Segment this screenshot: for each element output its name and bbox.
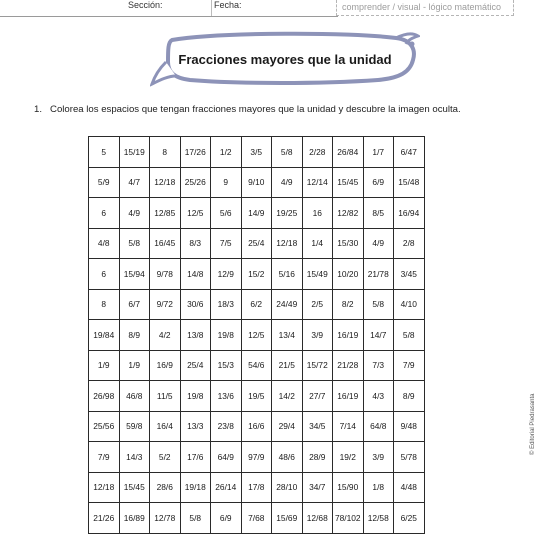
grid-cell[interactable]: 16 (302, 198, 333, 229)
grid-cell[interactable]: 7/9 (89, 442, 120, 473)
grid-cell[interactable]: 14/8 (180, 259, 211, 290)
grid-cell[interactable]: 14/7 (363, 320, 394, 351)
grid-cell[interactable]: 6/47 (394, 137, 425, 168)
grid-cell[interactable]: 28/9 (302, 442, 333, 473)
grid-cell[interactable]: 4/9 (272, 167, 303, 198)
grid-cell[interactable]: 19/8 (180, 381, 211, 412)
grid-cell[interactable]: 46/8 (119, 381, 150, 412)
grid-cell[interactable]: 1/9 (89, 350, 120, 381)
grid-cell[interactable]: 16/94 (394, 198, 425, 229)
grid-cell[interactable]: 12/5 (241, 320, 272, 351)
grid-cell[interactable]: 18/3 (211, 289, 242, 320)
grid-cell[interactable]: 23/8 (211, 411, 242, 442)
grid-cell[interactable]: 26/14 (211, 472, 242, 503)
grid-row (89, 442, 425, 473)
grid-row (89, 472, 425, 503)
grid-cell[interactable]: 12/82 (333, 198, 364, 229)
grid-cell[interactable]: 17/26 (180, 137, 211, 168)
grid-cell[interactable]: 15/19 (119, 137, 150, 168)
grid-cell[interactable]: 8/9 (394, 381, 425, 412)
grid-cell[interactable]: 12/5 (180, 198, 211, 229)
grid-cell[interactable]: 9/72 (150, 289, 181, 320)
grid-cell[interactable]: 19/5 (241, 381, 272, 412)
grid-cell[interactable]: 4/10 (394, 289, 425, 320)
grid-cell[interactable]: 3/9 (363, 442, 394, 473)
grid-cell[interactable]: 6 (89, 259, 120, 290)
grid-cell[interactable]: 6/2 (241, 289, 272, 320)
grid-cell[interactable]: 17/6 (180, 442, 211, 473)
grid-cell[interactable]: 11/5 (150, 381, 181, 412)
grid-cell[interactable]: 21/26 (89, 503, 120, 534)
grid-cell[interactable]: 13/4 (272, 320, 303, 351)
grid-cell[interactable]: 7/14 (333, 411, 364, 442)
fraction-grid (88, 136, 425, 534)
grid-cell[interactable]: 5/9 (89, 167, 120, 198)
skills-text: comprender / visual - lógico matemático (342, 2, 502, 12)
grid-cell[interactable]: 6/9 (211, 503, 242, 534)
seccion-label: Sección: (128, 0, 163, 10)
grid-cell[interactable]: 1/7 (363, 137, 394, 168)
grid-cell[interactable]: 1/2 (211, 137, 242, 168)
grid-cell[interactable]: 21/78 (363, 259, 394, 290)
grid-cell[interactable]: 34/5 (302, 411, 333, 442)
grid-cell[interactable]: 15/30 (333, 228, 364, 259)
grid-cell[interactable]: 15/45 (119, 472, 150, 503)
grid-cell[interactable]: 16/19 (333, 381, 364, 412)
grid-cell[interactable]: 15/90 (333, 472, 364, 503)
grid-cell[interactable]: 4/8 (89, 228, 120, 259)
grid-row (89, 228, 425, 259)
title-banner (150, 28, 420, 90)
grid-cell[interactable]: 25/56 (89, 411, 120, 442)
grid-cell[interactable]: 8/5 (363, 198, 394, 229)
grid-row (89, 350, 425, 381)
grid-cell[interactable]: 12/14 (302, 167, 333, 198)
grid-cell[interactable]: 19/2 (333, 442, 364, 473)
grid-cell[interactable]: 12/78 (150, 503, 181, 534)
grid-cell[interactable]: 3/9 (302, 320, 333, 351)
grid-cell[interactable]: 9/10 (241, 167, 272, 198)
grid-cell[interactable]: 15/72 (302, 350, 333, 381)
grid-cell[interactable]: 9/48 (394, 411, 425, 442)
fecha-label: Fecha: (214, 0, 242, 10)
grid-cell[interactable]: 5/8 (180, 503, 211, 534)
grid-cell[interactable]: 16/6 (241, 411, 272, 442)
grid-cell[interactable]: 14/2 (272, 381, 303, 412)
grid-cell[interactable]: 21/5 (272, 350, 303, 381)
grid-cell[interactable]: 8/3 (180, 228, 211, 259)
grid-cell[interactable]: 34/7 (302, 472, 333, 503)
grid-cell[interactable]: 64/9 (211, 442, 242, 473)
grid-cell[interactable]: 15/3 (211, 350, 242, 381)
grid-cell[interactable]: 19/84 (89, 320, 120, 351)
grid-row (89, 289, 425, 320)
grid-cell[interactable]: 9 (211, 167, 242, 198)
grid-cell[interactable]: 7/68 (241, 503, 272, 534)
grid-cell[interactable]: 15/49 (302, 259, 333, 290)
grid-cell[interactable]: 16/19 (333, 320, 364, 351)
grid-cell[interactable]: 78/102 (333, 503, 364, 534)
header-bar (0, 0, 550, 20)
grid-cell[interactable]: 12/18 (150, 167, 181, 198)
grid-cell[interactable]: 15/94 (119, 259, 150, 290)
grid-cell[interactable]: 21/28 (333, 350, 364, 381)
grid-cell[interactable]: 25/4 (180, 350, 211, 381)
copyright-text: © Editorial Piedrasanta (530, 393, 536, 455)
grid-cell[interactable]: 5/8 (119, 228, 150, 259)
grid-row (89, 137, 425, 168)
grid-cell[interactable]: 13/8 (180, 320, 211, 351)
instruction-text: Colorea los espacios que tengan fracciones mayores que la unidad y descubre la imagen oculta. (50, 104, 461, 115)
grid-cell[interactable]: 8 (89, 289, 120, 320)
grid-cell[interactable]: 59/8 (119, 411, 150, 442)
grid-cell[interactable]: 2/5 (302, 289, 333, 320)
grid-cell[interactable]: 4/7 (119, 167, 150, 198)
grid-cell[interactable]: 4/9 (119, 198, 150, 229)
grid-cell[interactable]: 16/4 (150, 411, 181, 442)
grid-cell[interactable]: 97/9 (241, 442, 272, 473)
grid-cell[interactable]: 1/9 (119, 350, 150, 381)
grid-cell[interactable]: 8 (150, 137, 181, 168)
grid-cell[interactable]: 5/16 (272, 259, 303, 290)
grid-cell[interactable]: 2/8 (394, 228, 425, 259)
grid-cell[interactable]: 12/85 (150, 198, 181, 229)
grid-row (89, 320, 425, 351)
activity-number: 1. (34, 104, 43, 115)
grid-cell[interactable]: 1/8 (363, 472, 394, 503)
grid-cell[interactable]: 5/8 (363, 289, 394, 320)
grid-cell[interactable]: 5 (89, 137, 120, 168)
grid-row (89, 198, 425, 229)
grid-cell[interactable]: 30/6 (180, 289, 211, 320)
grid-cell[interactable]: 4/48 (394, 472, 425, 503)
grid-cell[interactable]: 12/58 (363, 503, 394, 534)
grid-cell[interactable]: 14/9 (241, 198, 272, 229)
grid-cell[interactable]: 6/7 (119, 289, 150, 320)
grid-cell[interactable]: 7/5 (211, 228, 242, 259)
grid-row (89, 381, 425, 412)
grid-cell[interactable]: 6/25 (394, 503, 425, 534)
grid-cell[interactable]: 28/10 (272, 472, 303, 503)
grid-cell[interactable]: 16/9 (150, 350, 181, 381)
grid-cell[interactable]: 12/68 (302, 503, 333, 534)
grid-cell[interactable]: 19/18 (180, 472, 211, 503)
grid-cell[interactable]: 16/45 (150, 228, 181, 259)
grid-cell[interactable]: 14/3 (119, 442, 150, 473)
grid-cell[interactable]: 6 (89, 198, 120, 229)
grid-cell[interactable]: 7/9 (394, 350, 425, 381)
grid-cell[interactable]: 4/3 (363, 381, 394, 412)
grid-cell[interactable]: 48/6 (272, 442, 303, 473)
grid-cell[interactable]: 13/3 (180, 411, 211, 442)
grid-cell[interactable]: 9/78 (150, 259, 181, 290)
grid-cell[interactable]: 16/89 (119, 503, 150, 534)
grid-cell[interactable]: 15/48 (394, 167, 425, 198)
grid-cell[interactable]: 5/8 (272, 137, 303, 168)
grid-cell[interactable]: 54/6 (241, 350, 272, 381)
grid-cell[interactable]: 26/84 (333, 137, 364, 168)
grid-cell[interactable]: 3/5 (241, 137, 272, 168)
grid-cell[interactable]: 12/18 (89, 472, 120, 503)
page-title: Fracciones mayores que la unidad (178, 52, 392, 67)
grid-cell[interactable]: 19/8 (211, 320, 242, 351)
grid-cell[interactable]: 8/2 (333, 289, 364, 320)
grid-cell[interactable]: 15/45 (333, 167, 364, 198)
grid-cell[interactable]: 28/6 (150, 472, 181, 503)
grid-row (89, 167, 425, 198)
instruction-line (34, 104, 461, 115)
grid-cell[interactable]: 5/2 (150, 442, 181, 473)
grid-cell[interactable]: 25/4 (241, 228, 272, 259)
grid-cell[interactable]: 5/6 (211, 198, 242, 229)
grid-cell[interactable]: 12/18 (272, 228, 303, 259)
header-underline (0, 16, 338, 17)
grid-cell[interactable]: 12/9 (211, 259, 242, 290)
header-separator (211, 0, 212, 16)
grid-cell[interactable]: 29/4 (272, 411, 303, 442)
grid-cell[interactable]: 5/8 (394, 320, 425, 351)
grid-cell[interactable]: 5/78 (394, 442, 425, 473)
grid-cell[interactable]: 7/3 (363, 350, 394, 381)
grid-cell[interactable]: 2/28 (302, 137, 333, 168)
grid-cell[interactable]: 6/9 (363, 167, 394, 198)
grid-cell[interactable]: 4/2 (150, 320, 181, 351)
grid-row (89, 411, 425, 442)
grid-cell[interactable]: 25/26 (180, 167, 211, 198)
grid-cell[interactable]: 15/69 (272, 503, 303, 534)
grid-cell[interactable]: 15/2 (241, 259, 272, 290)
grid-cell[interactable]: 4/9 (363, 228, 394, 259)
grid-cell[interactable]: 10/20 (333, 259, 364, 290)
grid-cell[interactable]: 26/98 (89, 381, 120, 412)
grid-cell[interactable]: 17/8 (241, 472, 272, 503)
grid-cell[interactable]: 3/45 (394, 259, 425, 290)
grid-row (89, 259, 425, 290)
grid-cell[interactable]: 19/25 (272, 198, 303, 229)
grid-cell[interactable]: 8/9 (119, 320, 150, 351)
grid-cell[interactable]: 64/8 (363, 411, 394, 442)
grid-cell[interactable]: 1/4 (302, 228, 333, 259)
grid-cell[interactable]: 27/7 (302, 381, 333, 412)
grid-cell[interactable]: 24/49 (272, 289, 303, 320)
grid-cell[interactable]: 13/6 (211, 381, 242, 412)
